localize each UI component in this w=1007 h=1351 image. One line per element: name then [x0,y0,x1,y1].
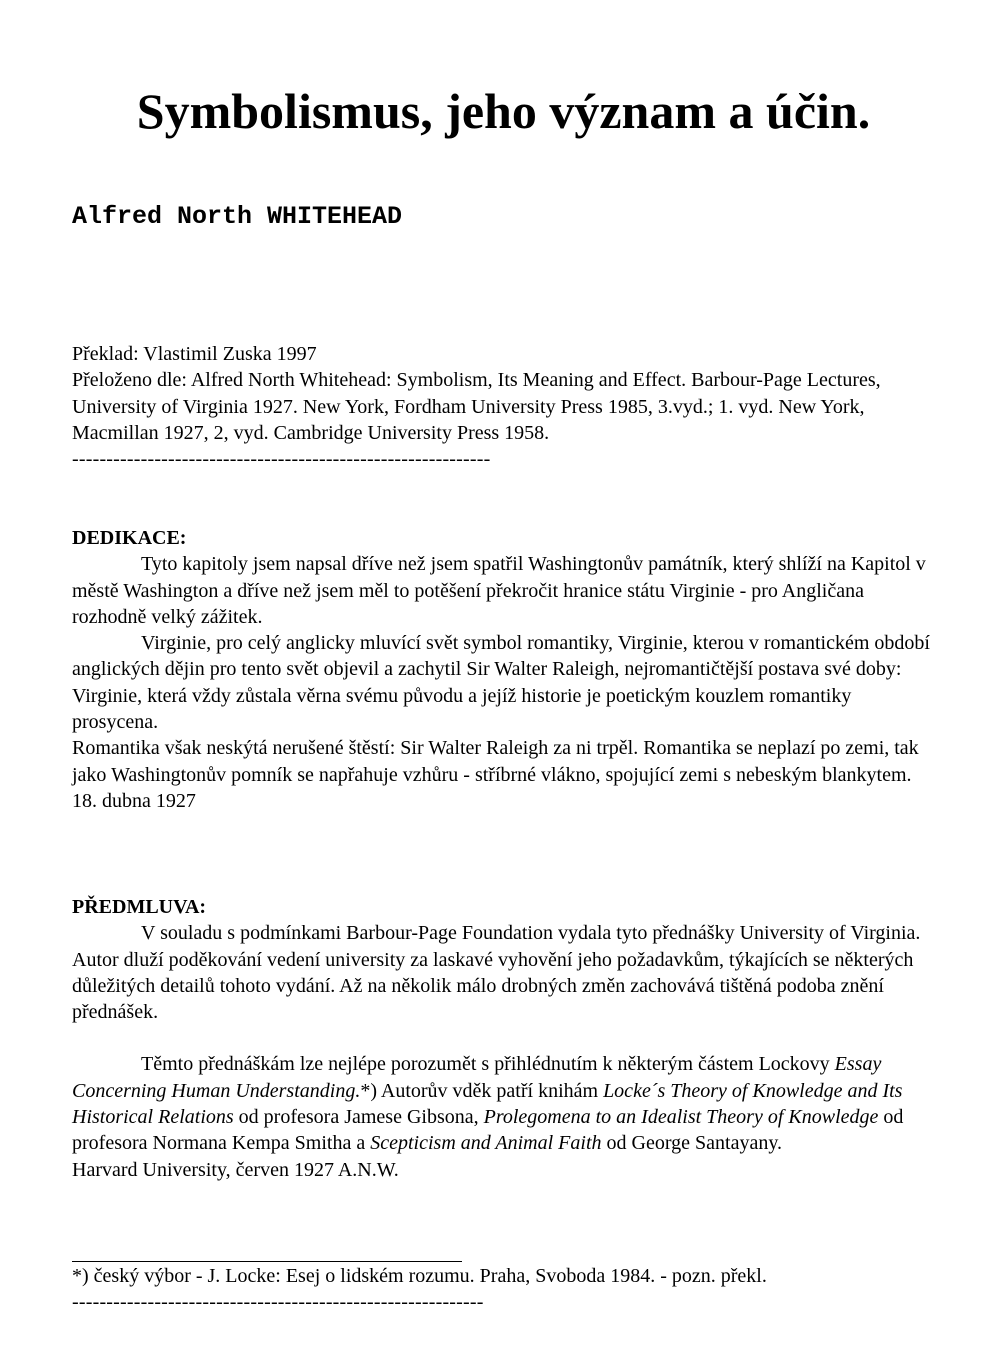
book-title: Scepticism and Animal Faith [370,1132,602,1155]
paragraph-spacer [72,1025,942,1051]
section-divider: ------------------------------------------------------------- [72,448,491,471]
preface-text: od profesora Jamese Gibsona, [233,1106,484,1129]
preface-text: *) Autorův vděk patří knihám [360,1079,604,1102]
book-title: Essay Concerning Human Understanding. [72,1053,882,1102]
dedication-paragraph-2: Virginie, pro celý anglicky mluvící svět symbol romantiky, Virginie, kterou v romantickém období anglických dějin pro tento svět objevil a zachytil Sir Walter Raleigh, nejromantičtější postava své doby: Virginie, která vždy zůstala věrna svému původu a jejíž historie je poetickým kouzlem romantiky prosycena. [72,632,930,734]
author-name: Alfred North WHITEHEAD [72,202,403,231]
preface-paragraph-1: V souladu s podmínkami Barbour-Page Foundation vydala tyto přednášky University of Virginia. Autor dluží poděkování vedení university za laskavé vyhovění jeho požadavkům, týkajících se některých důležitých detailů tohoto vydání. Až na několik málo drobných změn zachovává tištěná podoba znění přednášek. [72,922,921,1024]
dedication-date: 18. dubna 1927 [72,789,196,812]
footnote-text: *) český výbor - J. Locke: Esej o lidském rozumu. Praha, Svoboda 1984. - pozn. překl. [72,1265,767,1287]
footnote-rule [72,1261,462,1262]
translation-info [72,341,942,472]
book-title: Prolegomena to an Idealist Theory of Knowledge [483,1106,879,1129]
document-title: Symbolismus, jeho význam a účin. [136,83,871,139]
dedication-heading: DEDIKACE: [72,527,187,549]
dedication-section [72,525,942,814]
source-line: Přeloženo dle: Alfred North Whitehead: Symbolism, Its Meaning and Effect. Barbour-Page Lectures, University of Virginia 1927. New York, Fordham University Press 1985, 3.vyd.; 1. vyd. New York, Macmillan 1927, 2, vyd. Cambridge University Press 1958. [72,369,881,444]
preface-section [72,894,942,1183]
footnote-divider: ------------------------------------------------------------ [72,1291,484,1314]
preface-paragraph-2 [72,1051,942,1156]
footnote-section [72,1263,942,1316]
preface-text: od profesora Normana Kempa Smitha a [72,1106,904,1155]
dedication-paragraph-3: Romantika však neskýtá nerušené štěstí: Sir Walter Raleigh za ni trpěl. Romantika se neplazí po zemi, tak jako Washingtonův pomník se napřahuje vzhůru - stříbrné vlákno, spojující zemi s nebeským blankytem. [72,737,919,786]
dedication-paragraph-1: Tyto kapitoly jsem napsal dříve než jsem spatřil Washingtonův památník, který shlíží na Kapitol v městě Washington a dříve než jsem měl to potěšení překročit hranice státu Virginie - pro Angličana rozhodně velký zážitek. [72,553,926,628]
preface-text: Těmto přednáškám lze nejlépe porozumět s přihlédnutím k některým částem Lockovy [141,1053,835,1076]
book-title: Locke´s Theory of Knowledge and Its Historical Relations [72,1079,903,1129]
preface-signature: Harvard University, červen 1927 A.N.W. [72,1158,399,1181]
preface-text: od George Santayany. [601,1132,783,1155]
preface-heading: PŘEDMLUVA: [72,896,207,918]
translator-line: Překlad: Vlastimil Zuska 1997 [72,343,317,365]
